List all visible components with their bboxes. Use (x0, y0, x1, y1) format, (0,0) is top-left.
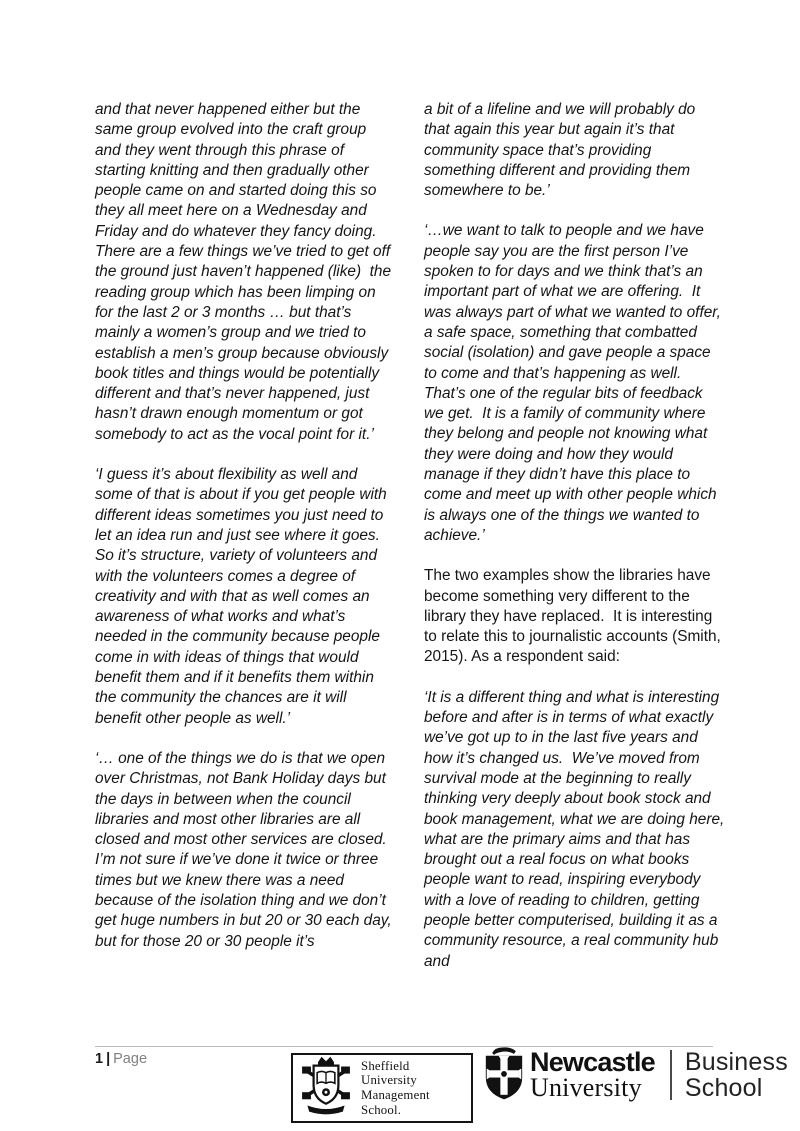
sheffield-logo (291, 1053, 473, 1123)
newcastle-logo-line: Business (684, 1048, 788, 1076)
quote-paragraph: a bit of a lifeline and we will probably do that again this year but again it’s that community space that’s providing something different and providing them somewhere to be.’ (424, 101, 700, 200)
newcastle-logo-line: University (530, 1073, 642, 1102)
two-column-text (95, 100, 729, 992)
newcastle-logo (484, 1047, 788, 1103)
sheffield-logo-text (361, 1059, 430, 1117)
newcastle-logo-divider (670, 1050, 672, 1100)
newcastle-shield-icon (484, 1045, 524, 1106)
left-column (95, 100, 396, 992)
newcastle-logo-line: Newcastle (530, 1047, 655, 1077)
newcastle-logo-name (530, 1047, 655, 1102)
quote-paragraph: and that never happened either but the same group evolved into the craft group and they went through this phrase of starting knitting and then gradually other people came on and started doing this so they all meet here on a Wednesday and Friday and do whatever they fancy doing. There are a few things we’ve tried to get off the ground just haven’t happened (like) the reading group which has been limping on for the last 2 or 3 months … but that’s mainly a women’s group and we tried to establish a men’s group because obviously book titles and things would be potentially different and that’s never happened, just hasn’t drawn enough momentum or got somebody to act as the vocal point for it.’ (95, 101, 396, 443)
page-label: Page (113, 1051, 148, 1067)
sheffield-logo-line: Management (361, 1088, 430, 1102)
sheffield-logo-line: Sheffield (361, 1058, 410, 1073)
newcastle-logo-school (685, 1049, 788, 1101)
sheffield-crest-icon (299, 1055, 353, 1122)
newcastle-logo-line: School (684, 1074, 763, 1102)
quote-paragraph: ‘It is a different thing and what is interesting before and after is in terms of what exactly we’ve got up to in the last five years and how it’s changed us. We’ve moved from survival mode at the beginning to really thinking very deeply about book stock and book management, what we are doing here, what are the primary aims and that has brought out a real focus on what books people want to read, inspiring everybody with a love of reading to children, getting people better computerised, building it as a community resource, a real community hub and (424, 688, 729, 970)
sheffield-logo-line: University (361, 1073, 418, 1088)
page-number-value: 1 (95, 1051, 104, 1067)
quote-paragraph: ‘… one of the things we do is that we open over Christmas, not Bank Holiday days but the days in between when the council libraries and most other libraries are all closed and most other services are closed. I’m not sure if we’ve done it twice or three times but we knew there was a need because of the isolation thing and we don’t get huge numbers in but 20 or 30 each day, but for those 20 or 30 people it’s (95, 749, 396, 950)
quote-paragraph: ‘I guess it’s about flexibility as well and some of that is about if you get people with different ideas sometimes you just need to let an idea run and just see where it goes. So it’s structure, variety of volunteers and with the volunteers comes a degree of creativity and with that as well comes an awareness of what works and what’s needed in the community because people come in with ideas of things that would benefit them and if it benefits them within the community the chances are it will benefit other people as well.’ (95, 466, 392, 727)
body-paragraph: The two examples show the libraries have become something very different to the library they have replaced. It is interesting to relate this to journalistic accounts (Smith, 2015). As a respondent said: (424, 567, 726, 666)
page-number-separator: | (106, 1051, 111, 1067)
sheffield-logo-line: School. (361, 1102, 402, 1117)
quote-paragraph: ‘…we want to talk to people and we have people say you are the first person I’ve spoken to for days and we think that’s an important part of what we are offering. It was always part of what we wanted to offer, a safe space, something that combatted social (isolation) and gave people a space to come and that’s happening as well. That’s one of the regular bits of feedback we get. It is a family of community where they belong and people not knowing what they were doing and how they would manage if they didn’t have this place to come and meet up with other people which is always one of the things we wanted to achieve.’ (424, 222, 726, 544)
right-column (424, 100, 729, 992)
page-number (95, 1051, 147, 1067)
